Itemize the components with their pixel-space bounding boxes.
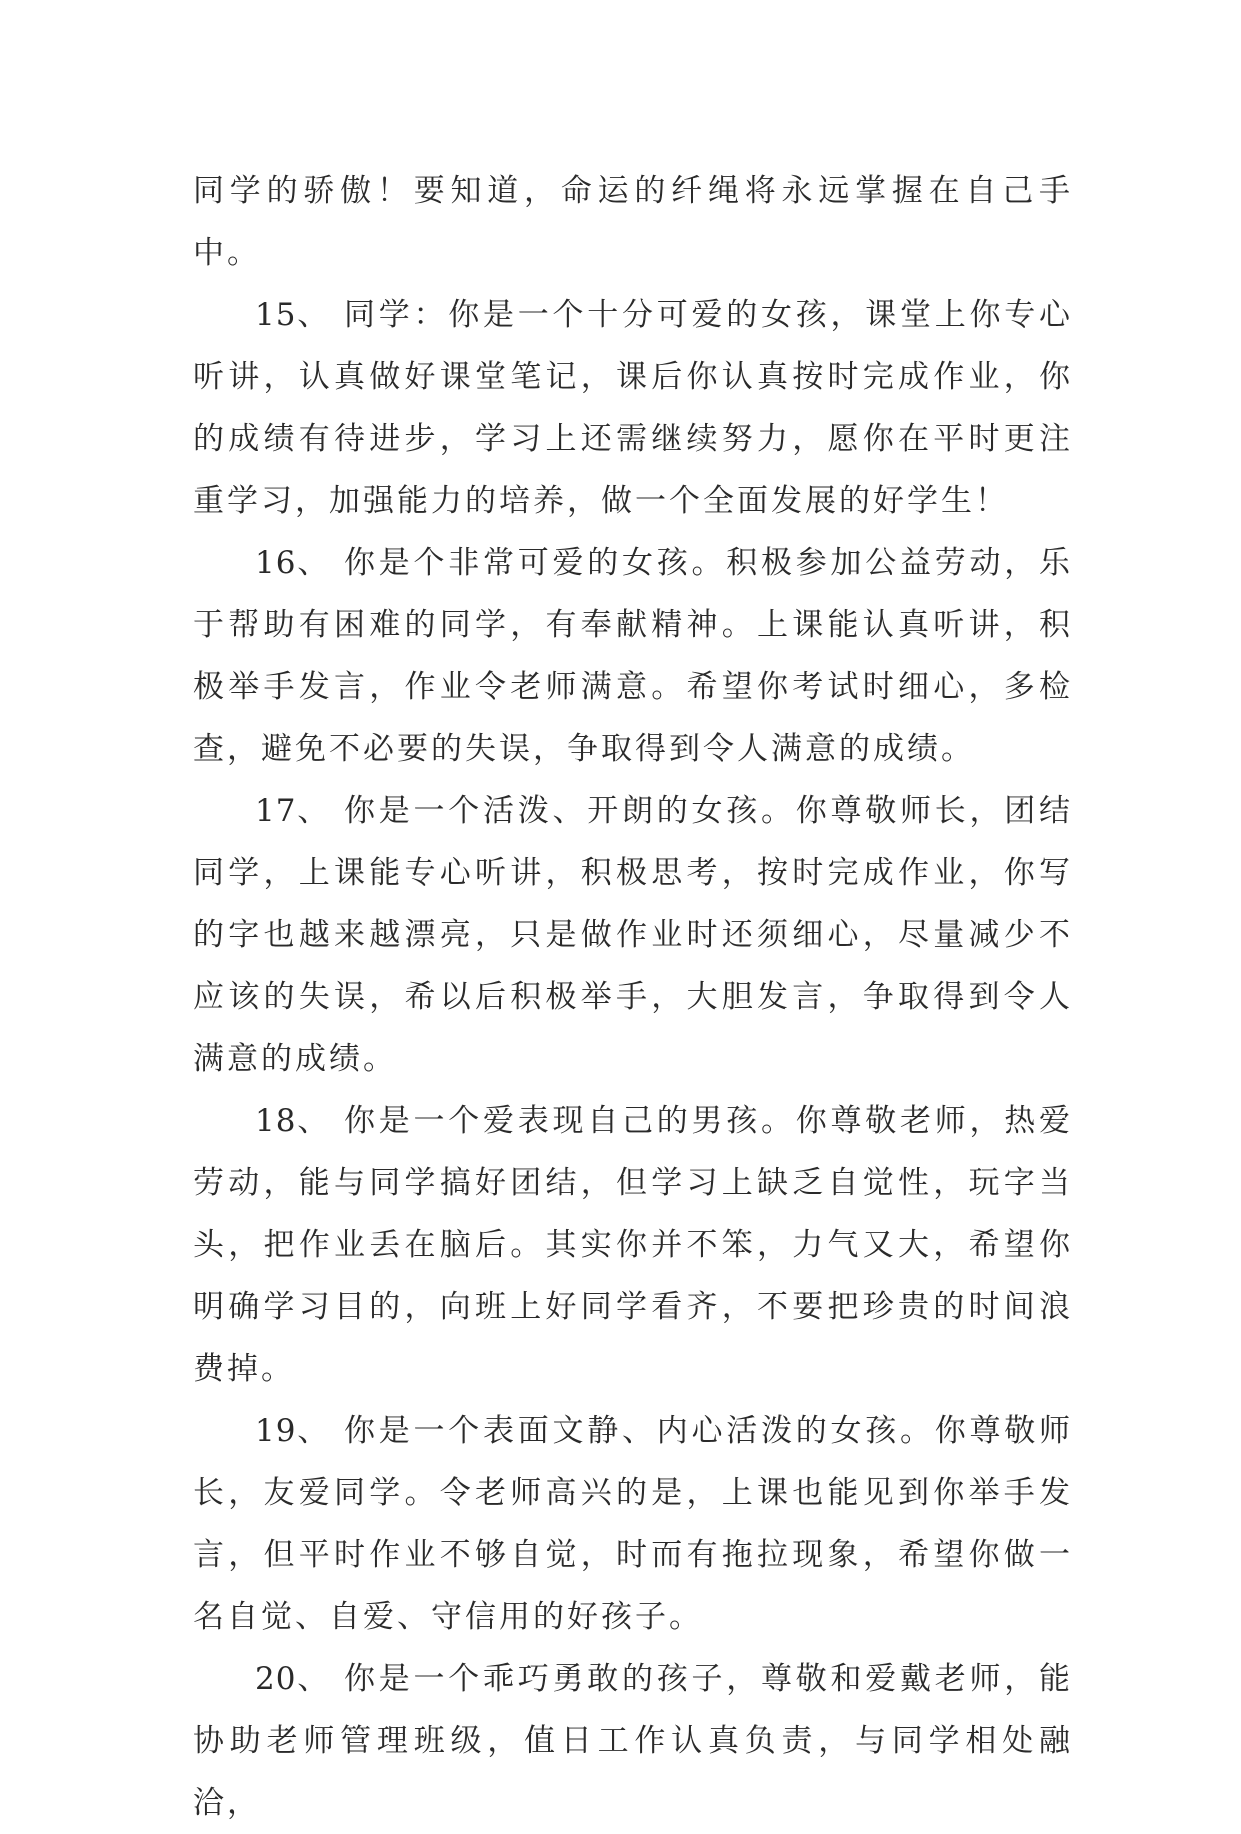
paragraph-continuation [193, 160, 1073, 284]
paragraph-text: 你是一个乖巧勇敢的孩子，尊敬和爱戴老师，能协助老师管理班级，值日工作认真负责，与同学相处融洽， [193, 1661, 1073, 1821]
item-number: 16、 [255, 545, 330, 581]
paragraph-text: 同学：你是一个十分可爱的女孩，课堂上你专心听讲，认真做好课堂笔记，课后你认真按时完成作业，你的成绩有待进步，学习上还需继续努力，愿你在平时更注重学习，加强能力的培养，做一个全面发展的好学生！ [193, 297, 1073, 519]
paragraph-text: 同学的骄傲！要知道，命运的纤绳将永远掌握在自己手中。 [193, 173, 1073, 271]
paragraph-item-19 [193, 1400, 1073, 1648]
paragraph-item-16 [193, 532, 1073, 780]
paragraph-text: 你是一个活泼、开朗的女孩。你尊敬师长，团结同学，上课能专心听讲，积极思考，按时完成作业，你写的字也越来越漂亮，只是做作业时还须细心，尽量减少不应该的失误，希以后积极举手，大胆发言，争取得到令人满意的成绩。 [193, 793, 1073, 1077]
paragraph-text: 你是一个表面文静、内心活泼的女孩。你尊敬师长，友爱同学。令老师高兴的是，上课也能见到你举手发言，但平时作业不够自觉，时而有拖拉现象，希望你做一名自觉、自爱、守信用的好孩子。 [193, 1413, 1073, 1635]
item-number: 17、 [255, 793, 330, 829]
item-number: 18、 [255, 1103, 330, 1139]
item-number: 15、 [255, 297, 330, 333]
paragraph-item-17 [193, 780, 1073, 1090]
item-number: 20、 [255, 1661, 330, 1697]
paragraph-item-15 [193, 284, 1073, 532]
item-number: 19、 [255, 1413, 330, 1449]
paragraph-item-20 [193, 1648, 1073, 1834]
paragraph-text: 你是个非常可爱的女孩。积极参加公益劳动，乐于帮助有困难的同学，有奉献精神。上课能认真听讲，积极举手发言，作业令老师满意。希望你考试时细心，多检查，避免不必要的失误，争取得到令人满意的成绩。 [193, 545, 1073, 767]
paragraph-item-18 [193, 1090, 1073, 1400]
paragraph-text: 你是一个爱表现自己的男孩。你尊敬老师，热爱劳动，能与同学搞好团结，但学习上缺乏自觉性，玩字当头，把作业丢在脑后。其实你并不笨，力气又大，希望你明确学习目的，向班上好同学看齐，不要把珍贵的时间浪费掉。 [193, 1103, 1073, 1387]
document-body [193, 160, 1073, 1834]
